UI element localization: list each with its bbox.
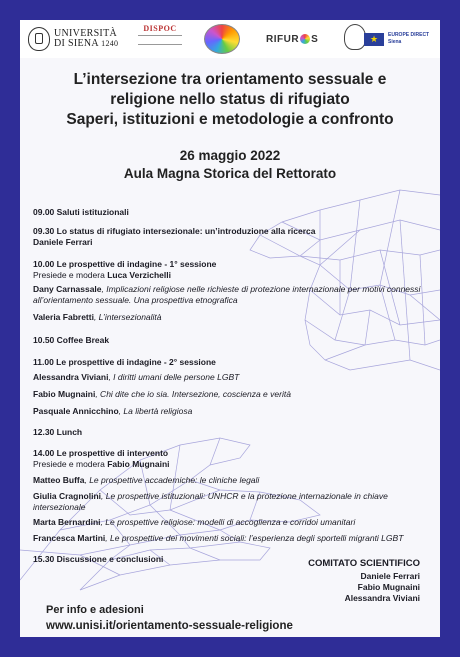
committee-member: Alessandra Viviani [344, 593, 420, 603]
session-intro: 09.30 Lo status di rifugiato intersezionale: un’introduzione alla ricerca [33, 226, 316, 236]
talk-title: , Implicazioni religiose nelle richieste di protezione internazionale per motivi connessi all’orientamento sessuale. Una prospettiva etnografica [33, 284, 421, 305]
unisi-name-2: DI SIENA [54, 38, 99, 49]
chair-name: Fabio Mugnaini [107, 459, 170, 469]
title-line-1: L’intersezione tra orientamento sessuale e [73, 71, 387, 88]
session-lunch: 12.30 Lunch [33, 427, 83, 437]
chair-label: Presiede e modera [33, 270, 108, 280]
speaker-name: Francesca Martini [33, 533, 106, 543]
eu-direct-city: Siena [388, 39, 402, 45]
talk-title: , Le prospettive accademiche: le cliniche legali [84, 475, 260, 485]
talk-title: , L’intersezionalità [93, 312, 162, 322]
talk-title: , Le prospettive dei movimenti sociali: l’esperienza degli sportelli migranti LGBT [105, 533, 404, 543]
rifuros-text-a: RIFUR [266, 33, 300, 45]
session-3-title: 14.00 Le prospettive di intervento [33, 448, 169, 458]
session-coffee-break: 10.50 Coffee Break [33, 335, 110, 345]
unisi-name-1: UNIVERSITÀ [54, 28, 117, 39]
event-venue: Aula Magna Storica del Rettorato [123, 166, 337, 181]
talk-title: , Chi dite che io sia. Intersezione, coscienza e verità [95, 389, 291, 399]
title-line-3: Saperi, istituzioni e metodologie a confronto [66, 111, 394, 128]
committee-member: Fabio Mugnaini [357, 582, 420, 592]
event-date: 26 maggio 2022 [179, 148, 281, 163]
talk-title: , I diritti umani delle persone LGBT [108, 372, 240, 382]
info-label: Per info e adesioni [46, 604, 144, 616]
committee-heading: COMITATO SCIENTIFICO [308, 558, 420, 569]
session-welcome: 09.00 Saluti istituzionali [33, 207, 129, 217]
speaker-name: Marta Bernardini [33, 517, 101, 527]
talk-title: , La libertà religiosa [118, 406, 193, 416]
speaker-name: Pasquale Annicchino [33, 406, 119, 416]
speaker-name: Fabio Mugnaini [33, 389, 96, 399]
chair-label: Presiede e modera [33, 459, 108, 469]
session-2-title: 11.00 Le prospettive di indagine - 2° sessione [33, 357, 216, 367]
rifuros-text-b: S [311, 33, 319, 45]
speaker-name: Valeria Fabretti [33, 312, 94, 322]
unisi-year: 1240 [101, 39, 119, 48]
info-url-link[interactable]: www.unisi.it/orientamento-sessuale-religione [46, 620, 293, 632]
speaker-name: Matteo Buffa [33, 475, 85, 485]
chair-name: Luca Verzichelli [107, 270, 171, 280]
session-intro-speaker: Daniele Ferrari [33, 237, 93, 247]
eu-direct-label: EUROPE DIRECT [388, 32, 430, 38]
session-closing: 15.30 Discussione e conclusioni [33, 554, 164, 564]
talk-title: , Le prospettive religiose: modelli di accoglienza e corridoi umanitari [100, 517, 356, 527]
speaker-name: Alessandra Viviani [33, 372, 109, 382]
speaker-name: Giulia Cragnolini [33, 491, 102, 501]
title-line-2: religione nello status di rifugiato [110, 91, 350, 108]
dispoc-name: DISPOC [143, 24, 177, 33]
talk-title: , Le prospettive istituzionali: UNHCR e la protezione internazionale in chiave intersezionale [33, 491, 388, 512]
committee-member: Daniele Ferrari [360, 571, 420, 581]
session-1-title: 10.00 Le prospettive di indagine - 1° sessione [33, 259, 217, 269]
speaker-name: Dany Carnassale [33, 284, 102, 294]
